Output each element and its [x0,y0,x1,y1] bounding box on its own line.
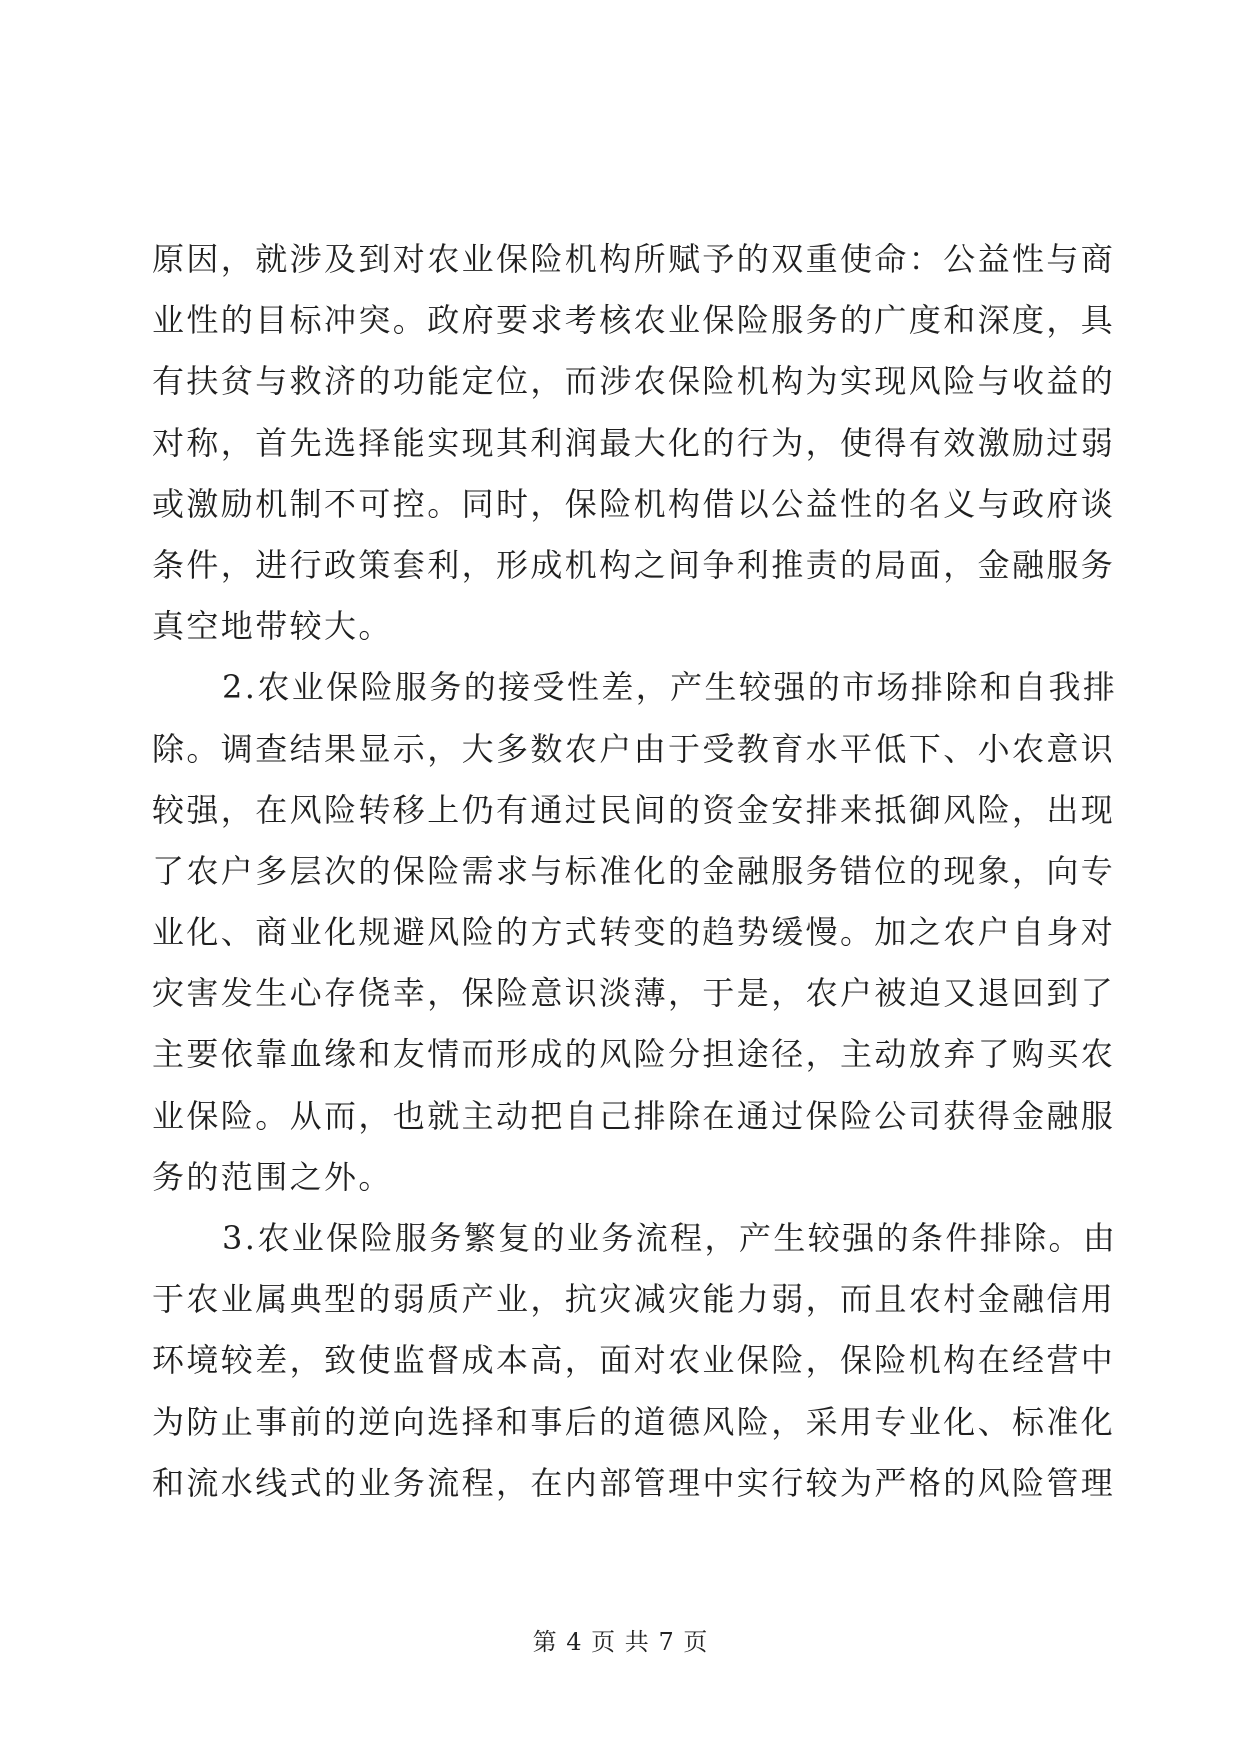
text-line: 业保险。从而，也就主动把自己排除在通过保险公司获得金融服 [152,1096,1116,1135]
text-line: 业性的目标冲突。政府要求考核农业保险服务的广度和深度，具 [152,301,1116,340]
text-line: 对称，首先选择能实现其利润最大化的行为，使得有效激励过弱 [152,423,1116,462]
text-line: 有扶贫与救济的功能定位，而涉农保险机构为实现风险与收益的 [152,362,1116,401]
text-line: 真空地带较大。 [152,607,393,646]
text-line: 了农户多层次的保险需求与标准化的金融服务错位的现象，向专 [152,851,1116,890]
text-line: 为防止事前的逆向选择和事后的道德风险，采用专业化、标准化 [152,1402,1116,1441]
paragraph-start-line: 3.农业保险服务繁复的业务流程，产生较强的条件排除。由 [222,1219,1118,1257]
text-line: 或激励机制不可控。同时，保险机构借以公益性的名义与政府谈 [152,484,1116,523]
text-line: 环境较差，致使监督成本高，面对农业保险，保险机构在经营中 [152,1341,1116,1380]
page-number-footer: 第 4 页 共 7 页 [532,1628,709,1656]
text-line: 于农业属典型的弱质产业，抗灾减灾能力弱，而且农村金融信用 [152,1280,1116,1319]
text-line: 较强，在风险转移上仍有通过民间的资金安排来抵御风险，出现 [152,790,1116,829]
text-line: 除。调查结果显示，大多数农户由于受教育水平低下、小农意识 [152,729,1116,768]
text-line: 务的范围之外。 [152,1157,393,1196]
text-line: 原因，就涉及到对农业保险机构所赋予的双重使命：公益性与商 [152,240,1116,278]
text-line: 主要依靠血缘和友情而形成的风险分担途径，主动放弃了购买农 [152,1035,1116,1074]
text-line: 业化、商业化规避风险的方式转变的趋势缓慢。加之农户自身对 [152,913,1116,952]
paragraph-start-line: 2.农业保险服务的接受性差，产生较强的市场排除和自我排 [222,668,1118,707]
body-text [152,229,1118,1514]
text-line: 和流水线式的业务流程，在内部管理中实行较为严格的风险管理 [152,1463,1116,1502]
text-line: 灾害发生心存侥幸，保险意识淡薄，于是，农户被迫又退回到了 [152,974,1116,1013]
text-line: 条件，进行政策套利，形成机构之间争利推责的局面，金融服务 [152,545,1116,584]
